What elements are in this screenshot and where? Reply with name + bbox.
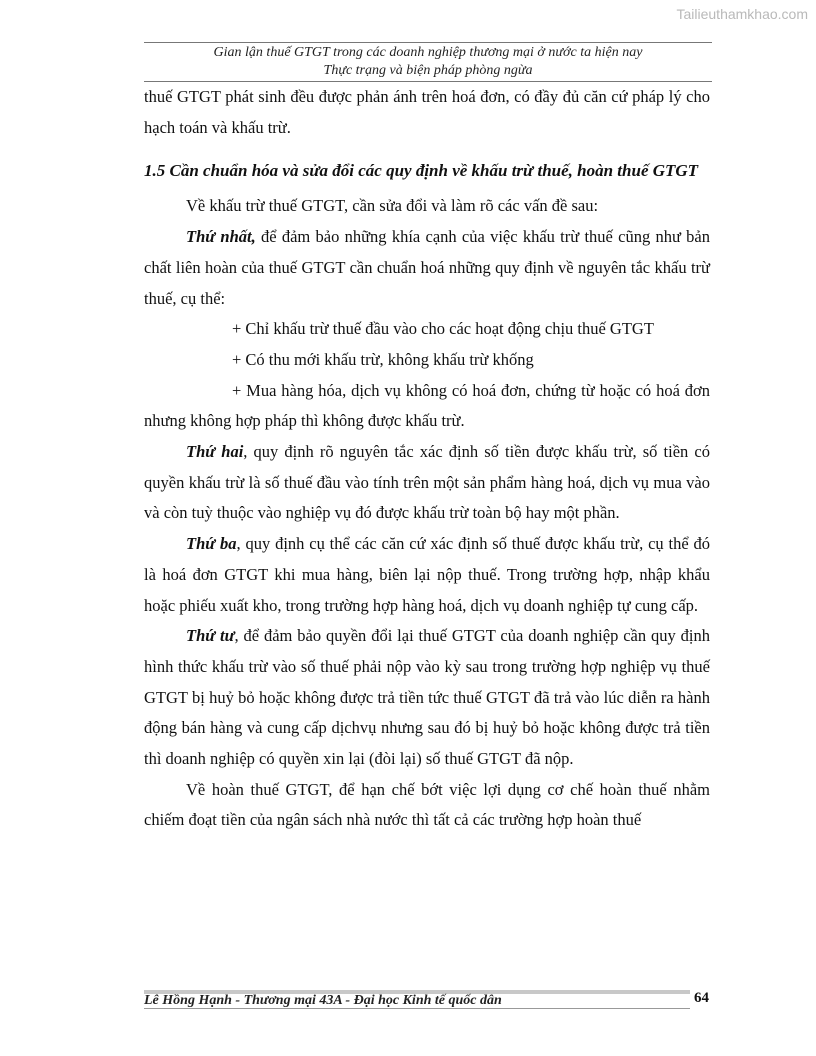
- header-line-1: Gian lận thuế GTGT trong các doanh nghiệp thương mại ở nước ta hiện nay: [213, 45, 643, 60]
- paragraph-text: để đảm bảo những khía cạnh của việc khấu trừ thuế cũng như bản chất liên hoàn của thuế GTGT cần chuẩn hoá những quy định về nguyên tắc khấu trừ thuế, cụ thể:: [144, 227, 711, 308]
- paragraph-first: [144, 222, 710, 314]
- header-line-2: Thực trạng và biện pháp phòng ngừa: [323, 63, 533, 78]
- paragraph-continuation: thuế GTGT phát sinh đều được phản ánh trên hoá đơn, có đầy đủ căn cứ pháp lý cho hạch toán và khấu trừ.: [144, 87, 710, 137]
- paragraph-third: [144, 529, 710, 621]
- watermark-text: Tailieuthamkhao.com: [676, 6, 808, 22]
- paragraph-deduction-intro: Về khấu trừ thuế GTGT, cần sửa đổi và làm rõ các vấn đề sau:: [186, 196, 599, 216]
- footer-rule: [144, 1008, 690, 1009]
- page-body: [144, 82, 710, 836]
- paragraph-text: , quy định cụ thể các căn cứ xác định số thuế được khấu trừ, cụ thể đó là hoá đơn GTGT khi mua hàng, biên lại nộp thuế. Trong trường hợp, nhập khẩu hoặc phiếu xuất kho, trong trường hợp hàng hoá, dịch vụ doanh nghiệp tự cung cấp.: [144, 534, 710, 615]
- paragraph-lead: Thứ hai: [186, 442, 244, 462]
- list-item-bullet-2: + Có thu mới khấu trừ, không khấu trừ khống: [232, 349, 534, 369]
- paragraph-second: [144, 437, 710, 529]
- section-heading: 1.5 Cần chuẩn hóa và sửa đổi các quy định về khấu trừ thuế, hoàn thuế GTGT: [144, 161, 699, 181]
- paragraph-lead: Thứ ba: [186, 534, 237, 554]
- list-item-bullet-3: + Mua hàng hóa, dịch vụ không có hoá đơn, chứng từ hoặc có hoá đơn nhưng không hợp pháp thì không được khấu trừ.: [144, 380, 710, 431]
- page-number: 64: [694, 990, 709, 1006]
- list-item-bullet-1: + Chỉ khấu trừ thuế đầu vào cho các hoạt động chịu thuế GTGT: [232, 319, 654, 339]
- paragraph-refund: Về hoàn thuế GTGT, để hạn chế bớt việc lợi dụng cơ chế hoàn thuế nhằm chiếm đoạt tiền của ngân sách nhà nước thì tất cả các trường hợp hoàn thuế: [144, 779, 710, 830]
- running-header: [144, 44, 712, 80]
- paragraph-lead: Thứ nhất,: [186, 227, 256, 247]
- paragraph-text: , để đảm bảo quyền đổi lại thuế GTGT của doanh nghiệp cần quy định hình thức khấu trừ vào số thuế phải nộp vào kỳ sau trong trường hợp nghiệp vụ thuế GTGT bị huỷ bỏ hoặc không được trả tiền tức thuế GTGT đã trả vào lúc diễn ra hành động bán hàng và cung cấp dịchvụ nhưng sau đó bị huỷ bỏ hoặc không được trả tiền thì doanh nghiệp có quyền xin lại (đòi lại) số thuế GTGT đã nộp.: [144, 626, 710, 769]
- paragraph-text: , quy định rõ nguyên tắc xác định số tiền được khấu trừ, số tiền có quyền khấu trừ là số thuế đầu vào tính trên một sản phẩm hàng hoá, dịch vụ mua vào và còn tuỳ thuộc vào nghiệp vụ đó được khấu trừ toàn bộ hay một phần.: [144, 442, 710, 523]
- paragraph-lead: Thứ tư: [186, 626, 235, 646]
- paragraph-fourth: [144, 621, 710, 775]
- header-rule-top: [144, 42, 712, 43]
- footer-author: Lê Hồng Hạnh - Thương mại 43A - Đại học Kinh tế quốc dân: [144, 993, 502, 1008]
